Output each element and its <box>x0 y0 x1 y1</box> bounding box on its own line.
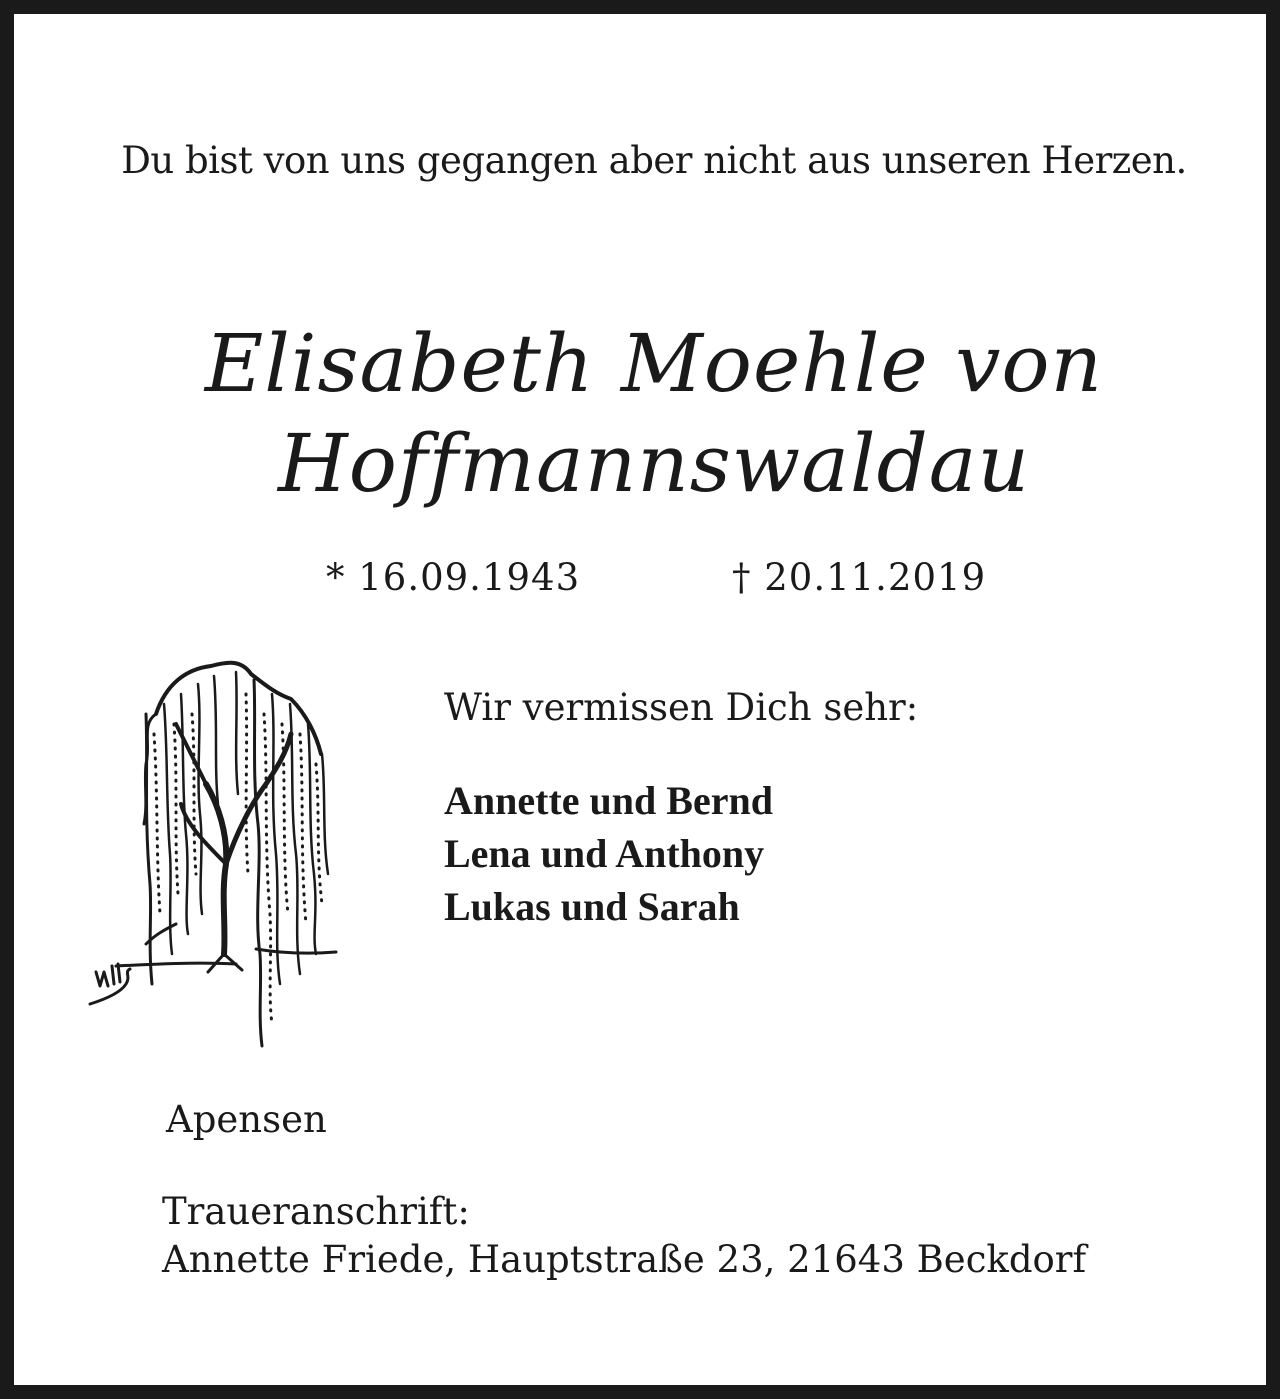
place-name: Apensen <box>166 1098 327 1141</box>
family-member: Annette und Bernd <box>444 778 773 823</box>
mourning-address <box>162 1188 1086 1284</box>
deceased-name-line-2: Hoffmannswaldau <box>278 417 1030 510</box>
death-date: † 20.11.2019 <box>732 556 987 599</box>
miss-text: Wir vermissen Dich sehr: <box>444 686 919 729</box>
address-line: Annette Friede, Hauptstraße 23, 21643 Beckdorf <box>162 1238 1087 1281</box>
deceased-name <box>14 314 1280 514</box>
motto-text: Du bist von uns gegangen aber nicht aus unseren Herzen. <box>121 139 1187 182</box>
birth-date: * 16.09.1943 <box>326 556 581 599</box>
family-member: Lukas und Sarah <box>444 884 740 929</box>
family-member: Lena und Anthony <box>444 831 765 876</box>
deceased-name-line-1: Elisabeth Moehle von <box>204 317 1104 410</box>
weeping-willow-icon <box>86 654 348 1054</box>
address-label: Traueranschrift: <box>162 1190 470 1233</box>
family-list <box>444 774 773 933</box>
